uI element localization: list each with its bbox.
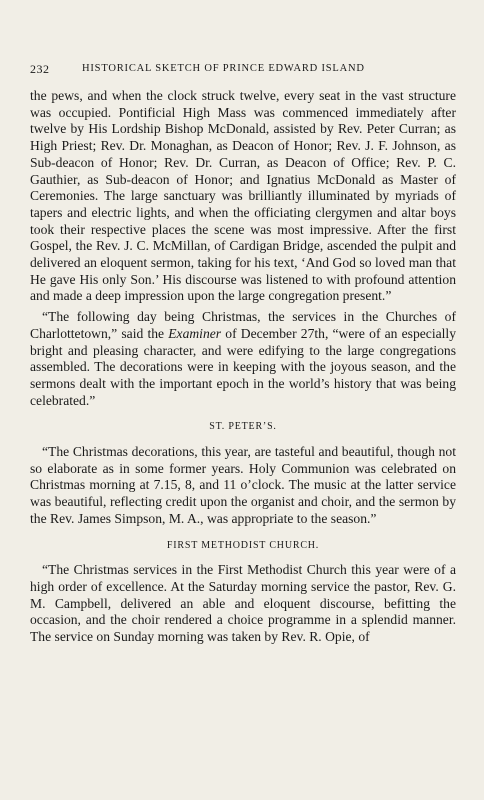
body-text xyxy=(30,88,456,646)
examiner-title: Examiner xyxy=(168,325,222,341)
running-title: HISTORICAL SKETCH OF PRINCE EDWARD ISLAND xyxy=(82,63,365,74)
examiner-quote-rest: of December 27th, “were of an especially bright and pleasing character, and were edifying to the large congregations assembled. The decorations were in keeping with the joyous season, and the sermons dealt with the important epoch in the world’s history that was being celebrated.” xyxy=(30,325,456,408)
section-heading-first-methodist: FIRST METHODIST CHURCH. xyxy=(166,539,320,551)
paragraph-first-methodist: “The Christmas services in the First Methodist Church this year were of a high order of excellence. At the Saturday morning service the pastor, Rev. G. M. Campbell, delivered an able and eloquent discourse, befitting the occasion, and the choir rendered a choice programme in a splendid manner. The service on Sunday morning was taken by Rev. R. Opie, of xyxy=(30,562,456,645)
paragraph-st-peters: “The Christmas decorations, this year, are tasteful and beautiful, though not so elaborate as in some former years. Holy Communion was celebrated on Christmas morning at 7.15, 8, and 11 o’clock. The music at the latter service was beautiful, reflecting credit upon the organist and choir, and the sermon by the Rev. James Simpson, M. A., was appropriate to the season.” xyxy=(30,444,456,526)
section-heading-st-peters: ST. PETER’S. xyxy=(209,421,277,433)
examiner-quote-lead: “The following day being Christmas, the services in the Churches of Charlottetown,” said the xyxy=(30,309,456,341)
paragraph-continued: the pews, and when the clock struck twelve, every seat in the vast structure was occupied. Pontificial High Mass was commenced immediately after twelve by His Lordship Bishop McDonald, assisted by Rev. Peter Curran; as High Priest; Rev. Dr. Monaghan, as Deacon of Honor; Rev. J. F. Johnson, as Sub-deacon of Honor; Rev. Dr. Curran, as Deacon of Office; Rev. P. C. Gauthier, as Sub-deacon of Honor; and Ignatius McDonald as Master of Ceremonies. The large sanctuary was brilliantly illuminated by myriads of tapers and electric lights, and when the officiating clergymen and altar boys took their respective places the scene was most impressive. After the first Gospel, the Rev. J. C. McMillan, of Cardigan Bridge, ascended the pulpit and delivered an eloquent sermon, taking for his text, ‘And God so loved man that He gave His only Son.’ His discourse was listened to with profound attention and made a deep impression upon the large congregation present.” xyxy=(30,88,456,304)
paragraph-examiner-quote xyxy=(30,309,456,409)
page-number: 232 xyxy=(30,62,50,76)
